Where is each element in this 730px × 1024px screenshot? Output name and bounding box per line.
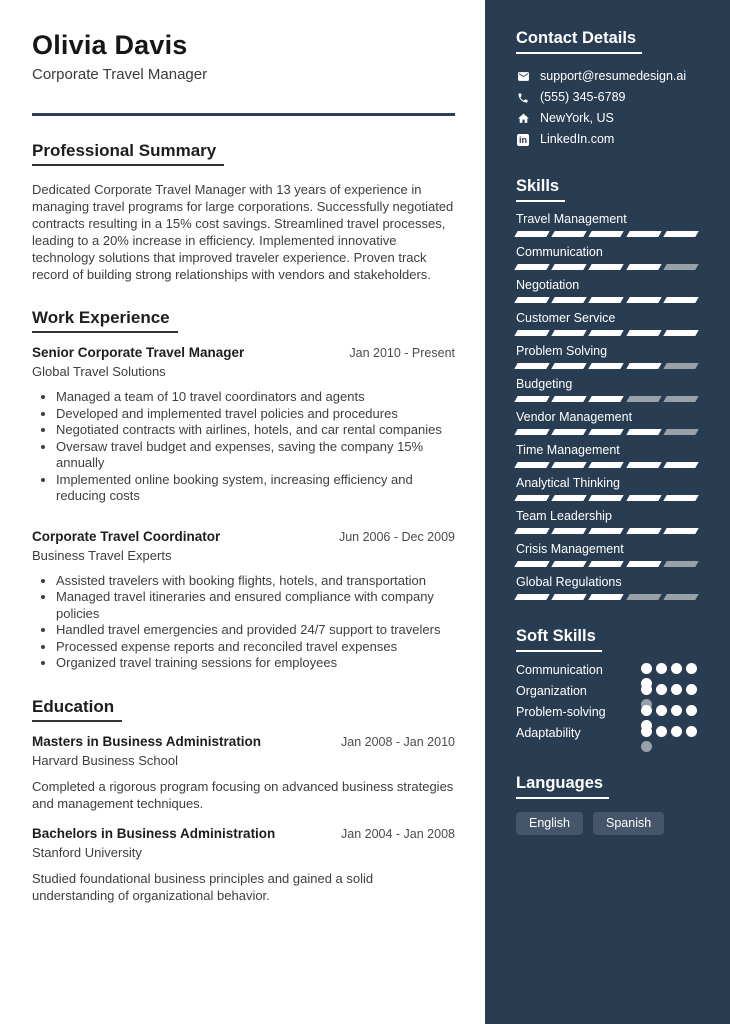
person-job-title: Corporate Travel Manager bbox=[32, 66, 208, 83]
skill-bar-segment bbox=[589, 264, 625, 270]
skill-bar-segment bbox=[551, 429, 587, 435]
soft-skill-dots bbox=[641, 726, 697, 737]
skill-bar-segment bbox=[589, 528, 625, 534]
skill-bar-segment bbox=[626, 429, 662, 435]
skill-bar bbox=[516, 528, 697, 534]
skill-item bbox=[516, 442, 697, 468]
soft-skill-dots bbox=[641, 705, 697, 716]
job-dates: Jan 2010 - Present bbox=[349, 346, 455, 360]
skill-name: Problem Solving bbox=[516, 344, 608, 358]
skill-bar-segment bbox=[589, 594, 625, 600]
skill-bar-segment bbox=[551, 528, 587, 534]
soft-skill-dot bbox=[671, 705, 682, 716]
soft-skill-name: Problem-solving bbox=[516, 705, 606, 719]
education-entry bbox=[32, 734, 455, 812]
linkedin-icon: in bbox=[519, 134, 527, 145]
education-degree: Bachelors in Business Administration bbox=[32, 825, 276, 841]
soft-skill-list bbox=[516, 663, 697, 747]
skill-item bbox=[516, 277, 697, 303]
skill-bar bbox=[516, 363, 697, 369]
skill-bar-segment bbox=[514, 264, 550, 270]
skill-bar-segment bbox=[514, 462, 550, 468]
skill-bar-segment bbox=[514, 396, 550, 402]
skill-name: Budgeting bbox=[516, 377, 573, 391]
skill-item bbox=[516, 211, 697, 237]
skill-name: Analytical Thinking bbox=[516, 476, 620, 490]
soft-skill-dot bbox=[641, 663, 652, 674]
contact-section bbox=[516, 28, 697, 150]
skill-bar-segment bbox=[551, 231, 587, 237]
contact-item bbox=[516, 87, 697, 108]
skill-bar-segment bbox=[514, 297, 550, 303]
skill-bar bbox=[516, 429, 697, 435]
job-bullet: • Implemented online booking system, increasing efficiency and reducing costs bbox=[56, 472, 455, 505]
skill-bar-segment bbox=[589, 396, 625, 402]
skill-bar-segment bbox=[663, 330, 699, 336]
soft-skill-dot bbox=[686, 726, 697, 737]
skill-item bbox=[516, 409, 697, 435]
skill-bar bbox=[516, 594, 697, 600]
skill-bar-segment bbox=[626, 594, 662, 600]
skill-bar bbox=[516, 396, 697, 402]
soft-skill-dot bbox=[656, 684, 667, 695]
skill-bar bbox=[516, 330, 697, 336]
skill-bar-segment bbox=[626, 264, 662, 270]
phone-icon bbox=[516, 92, 530, 104]
skill-bar-segment bbox=[514, 429, 550, 435]
skill-bar bbox=[516, 561, 697, 567]
skill-bar-segment bbox=[663, 462, 699, 468]
education-school: Stanford University bbox=[32, 844, 142, 860]
skill-bar-segment bbox=[626, 330, 662, 336]
education-heading: Education bbox=[32, 696, 122, 722]
skill-bar-segment bbox=[626, 231, 662, 237]
skill-bar-segment bbox=[589, 462, 625, 468]
skill-bar-segment bbox=[551, 462, 587, 468]
soft-skill-dots bbox=[641, 684, 697, 695]
skill-bar-segment bbox=[514, 594, 550, 600]
soft-skill-dot bbox=[656, 726, 667, 737]
skill-bar-segment bbox=[626, 396, 662, 402]
job-entry-head bbox=[32, 529, 455, 545]
contact-item bbox=[516, 66, 697, 87]
languages-heading: Languages bbox=[516, 773, 609, 799]
skill-item bbox=[516, 508, 697, 534]
skill-name: Communication bbox=[516, 245, 603, 259]
job-entry-head bbox=[32, 345, 455, 361]
soft-skill-dot bbox=[641, 726, 652, 737]
job-bullet: • Managed travel itineraries and ensured compliance with company policies bbox=[56, 589, 455, 622]
experience-section bbox=[32, 307, 455, 672]
contact-item bbox=[516, 129, 697, 150]
job-title: Senior Corporate Travel Manager bbox=[32, 345, 245, 360]
skill-name: Time Management bbox=[516, 443, 620, 457]
skill-list bbox=[516, 211, 697, 600]
skill-bar-segment bbox=[589, 231, 625, 237]
summary-heading: Professional Summary bbox=[32, 140, 224, 166]
education-degree: Masters in Business Administration bbox=[32, 733, 262, 749]
soft-skill-dot bbox=[641, 684, 652, 695]
skill-bar-segment bbox=[514, 330, 550, 336]
job-bullet: • Processed expense reports and reconciled travel expenses bbox=[56, 639, 455, 656]
skill-bar-segment bbox=[663, 363, 699, 369]
skill-bar-segment bbox=[589, 330, 625, 336]
skill-bar-segment bbox=[514, 363, 550, 369]
job-bullet: • Assisted travelers with booking flights, hotels, and transportation bbox=[56, 573, 455, 590]
soft-skills-heading: Soft Skills bbox=[516, 626, 602, 652]
education-entry-head bbox=[32, 734, 455, 750]
header-divider bbox=[32, 113, 455, 116]
skill-bar bbox=[516, 462, 697, 468]
skill-bar bbox=[516, 264, 697, 270]
job-bullet: • Managed a team of 10 travel coordinators and agents bbox=[56, 389, 455, 406]
job-company: Business Travel Experts bbox=[32, 547, 172, 563]
summary-text: Dedicated Corporate Travel Manager with 13 years of experience in managing travel programs for large corporations. Successfully negotiated contracts resulting in a 15% cost savings. Streamlined travel processes, leading to a 20% increase in efficiency. Implemented innovative technology solutions that improved traveler experience. Proven track record of building strong relationships with vendors and stakeholders. bbox=[32, 182, 454, 282]
skills-section bbox=[516, 176, 697, 600]
education-description: Completed a rigorous program focusing on advanced business strategies and management techniques. bbox=[32, 778, 454, 811]
contact-text: (555) 345-6789 bbox=[540, 90, 626, 104]
soft-skill-dot bbox=[671, 726, 682, 737]
skill-bar-segment bbox=[551, 495, 587, 501]
soft-skill-dots bbox=[641, 663, 697, 674]
skill-item bbox=[516, 310, 697, 336]
skill-name: Travel Management bbox=[516, 212, 627, 226]
education-dates: Jan 2004 - Jan 2008 bbox=[341, 826, 455, 841]
person-name: Olivia Davis bbox=[32, 30, 188, 60]
skill-bar-segment bbox=[589, 495, 625, 501]
soft-skill-row bbox=[516, 684, 697, 705]
skill-bar-segment bbox=[551, 594, 587, 600]
skill-bar-segment bbox=[663, 528, 699, 534]
job-bullet: • Negotiated contracts with airlines, hotels, and car rental companies bbox=[56, 422, 455, 439]
skill-name: Vendor Management bbox=[516, 410, 633, 424]
skill-bar-segment bbox=[551, 297, 587, 303]
experience-heading: Work Experience bbox=[32, 307, 178, 333]
skill-bar-segment bbox=[626, 561, 662, 567]
skill-name: Team Leadership bbox=[516, 509, 612, 523]
language-chip: English bbox=[516, 812, 583, 835]
skill-bar-segment bbox=[514, 528, 550, 534]
job-bullets bbox=[32, 573, 455, 672]
skill-item bbox=[516, 244, 697, 270]
skill-item bbox=[516, 343, 697, 369]
skill-bar-segment bbox=[663, 264, 699, 270]
job-bullets bbox=[32, 389, 455, 505]
soft-skill-dot bbox=[641, 741, 652, 752]
skill-name: Negotiation bbox=[516, 278, 580, 292]
contact-text: support@resumedesign.ai bbox=[540, 69, 687, 83]
soft-skill-name: Adaptability bbox=[516, 726, 581, 740]
summary-section bbox=[32, 140, 455, 283]
skill-bar bbox=[516, 231, 697, 237]
contact-item bbox=[516, 108, 697, 129]
skill-item bbox=[516, 541, 697, 567]
skill-bar-segment bbox=[551, 396, 587, 402]
home-icon bbox=[516, 112, 530, 125]
job-bullet: • Handled travel emergencies and provided 24/7 support to travelers bbox=[56, 622, 455, 639]
skill-name: Global Regulations bbox=[516, 575, 622, 589]
education-entry bbox=[32, 826, 455, 904]
soft-skill-dot bbox=[671, 663, 682, 674]
skill-bar-segment bbox=[589, 561, 625, 567]
language-chips bbox=[516, 812, 697, 835]
soft-skill-dot bbox=[656, 663, 667, 674]
skill-bar-segment bbox=[663, 594, 699, 600]
skill-bar-segment bbox=[663, 561, 699, 567]
skill-bar-segment bbox=[514, 231, 550, 237]
education-description: Studied foundational business principles and gained a solid understanding of organizational behavior. bbox=[32, 870, 374, 903]
skill-bar-segment bbox=[663, 495, 699, 501]
skills-heading: Skills bbox=[516, 176, 565, 202]
skill-bar-segment bbox=[626, 495, 662, 501]
skill-bar-segment bbox=[589, 297, 625, 303]
skill-item bbox=[516, 475, 697, 501]
email-icon bbox=[516, 70, 530, 83]
job-dates: Jun 2006 - Dec 2009 bbox=[338, 529, 455, 544]
soft-skill-dot bbox=[686, 684, 697, 695]
jobs-container bbox=[32, 345, 455, 672]
soft-skill-name: Communication bbox=[516, 663, 603, 677]
sidebar bbox=[485, 0, 730, 1024]
skill-bar-segment bbox=[551, 330, 587, 336]
education-entry-head bbox=[32, 826, 455, 842]
soft-skills-section bbox=[516, 626, 697, 747]
contact-text: LinkedIn.com bbox=[540, 132, 615, 146]
soft-skill-dot bbox=[686, 705, 697, 716]
languages-section bbox=[516, 773, 697, 835]
skill-name: Customer Service bbox=[516, 311, 616, 325]
soft-skill-row bbox=[516, 705, 697, 726]
education-dates: Jan 2008 - Jan 2010 bbox=[341, 734, 455, 749]
skill-bar-segment bbox=[551, 264, 587, 270]
job-entry bbox=[32, 345, 455, 505]
skill-bar-segment bbox=[663, 231, 699, 237]
soft-skill-row bbox=[516, 663, 697, 684]
job-bullet: • Developed and implemented travel policies and procedures bbox=[56, 406, 455, 423]
skill-item bbox=[516, 574, 697, 600]
job-company: Global Travel Solutions bbox=[32, 364, 166, 379]
soft-skill-name: Organization bbox=[516, 684, 587, 698]
contact-list bbox=[516, 66, 697, 150]
skill-bar-segment bbox=[663, 396, 699, 402]
skill-item bbox=[516, 376, 697, 402]
job-bullet: • Oversaw travel budget and expenses, saving the company 15% annually bbox=[56, 439, 455, 472]
language-chip: Spanish bbox=[593, 812, 664, 835]
education-school: Harvard Business School bbox=[32, 752, 178, 768]
skill-bar-segment bbox=[626, 528, 662, 534]
skill-bar bbox=[516, 297, 697, 303]
job-title: Corporate Travel Coordinator bbox=[32, 528, 221, 544]
soft-skill-dot bbox=[671, 684, 682, 695]
skill-bar-segment bbox=[551, 363, 587, 369]
soft-skill-dot bbox=[686, 663, 697, 674]
education-section bbox=[32, 696, 455, 904]
job-bullet: • Organized travel training sessions for employees bbox=[56, 655, 455, 672]
soft-skill-dot bbox=[656, 705, 667, 716]
skill-name: Crisis Management bbox=[516, 542, 624, 556]
skill-bar-segment bbox=[589, 363, 625, 369]
skill-bar-segment bbox=[663, 297, 699, 303]
skill-bar-segment bbox=[551, 561, 587, 567]
skill-bar-segment bbox=[514, 561, 550, 567]
education-container bbox=[32, 734, 455, 904]
soft-skill-dot bbox=[641, 705, 652, 716]
skill-bar-segment bbox=[626, 297, 662, 303]
soft-skill-row bbox=[516, 726, 697, 747]
job-entry bbox=[32, 529, 455, 672]
contact-text: NewYork, US bbox=[540, 111, 614, 125]
skill-bar-segment bbox=[514, 495, 550, 501]
skill-bar-segment bbox=[663, 429, 699, 435]
skill-bar bbox=[516, 495, 697, 501]
skill-bar-segment bbox=[626, 462, 662, 468]
skill-bar-segment bbox=[626, 363, 662, 369]
contact-heading: Contact Details bbox=[516, 28, 642, 54]
skill-bar-segment bbox=[589, 429, 625, 435]
